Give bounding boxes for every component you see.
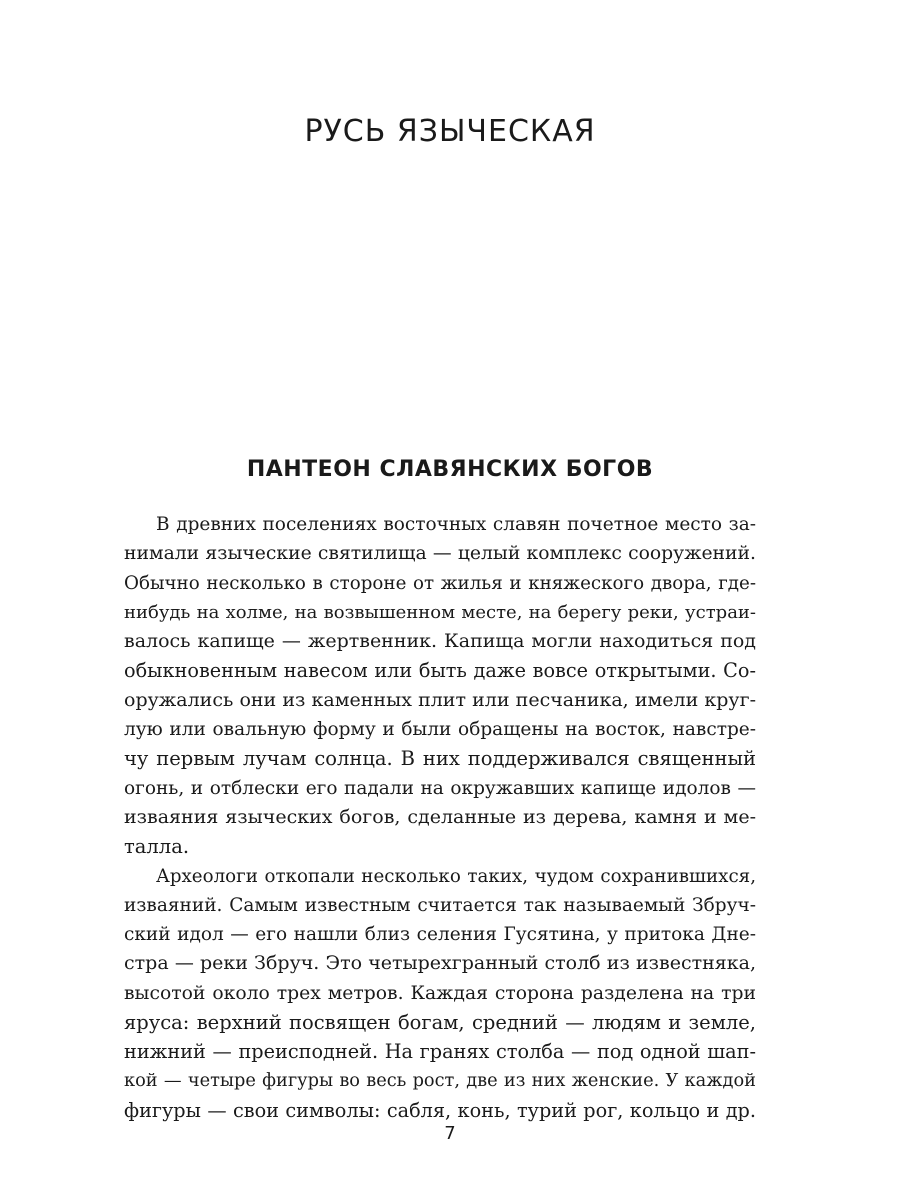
text-line: В древних поселениях восточных славян почетное место за- (156, 514, 756, 535)
text-line: талла. (124, 835, 190, 859)
text-line: обыкновенным навесом или быть даже вовсе открытыми. Со- (124, 659, 756, 683)
text-line: высотой около трех метров. Каждая сторона разделена на три (124, 982, 756, 1004)
text-line: огонь, и отблески его падали на окружавших капище идолов — (124, 777, 756, 799)
text-line: Археологи откопали несколько таких, чудом сохранившихся, (156, 865, 756, 887)
paragraph-2 (124, 862, 756, 1126)
chapter-title: ПАНТЕОН СЛАВЯНСКИХ БОГОВ (246, 457, 654, 482)
text-line: лую или овальную форму и были обращены на восток, навстре- (124, 719, 756, 741)
text-line: изваяний. Самым известным считается так называемый Збруч- (124, 894, 756, 916)
text-line: Обычно несколько в стороне от жилья и княжеского двора, где- (124, 572, 756, 594)
text-line: кой — четыре фигуры во весь рост, две из них женские. У каждой (124, 1070, 756, 1091)
text-line: нибудь на холме, на возвышенном месте, на берегу реки, устраи- (124, 601, 756, 623)
part-title: РУСЬ ЯЗЫЧЕСКАЯ (304, 114, 596, 149)
text-line: ский идол — его нашли близ селения Гусятина, у притока Дне- (124, 924, 756, 946)
text-line: яруса: верхний посвящен богам, средний — людям и земле, (124, 1011, 756, 1035)
page-number: 7 (444, 1123, 456, 1144)
text-line: изваяния языческих богов, сделанные из дерева, камня и ме- (124, 805, 756, 828)
text-line: оружались они из каменных плит или песчаника, имели круг- (124, 688, 756, 711)
text-line: фигуры — свои символы: сабля, конь, турий рог, кольцо и др. (124, 1098, 756, 1122)
text-line: валось капище — жертвенник. Капища могли находиться под (124, 630, 756, 653)
text-line: нимали языческие святилища — целый комплекс сооружений. (124, 543, 756, 565)
body-text (124, 510, 756, 1125)
text-line: нижний — преисподней. На гранях столба — под одной шап- (124, 1040, 756, 1064)
text-line: чу первым лучам солнца. В них поддерживался священный (124, 747, 756, 771)
text-line: стра — реки Збруч. Это четырехгранный столб из известняка, (124, 952, 756, 975)
paragraph-1 (124, 510, 756, 862)
